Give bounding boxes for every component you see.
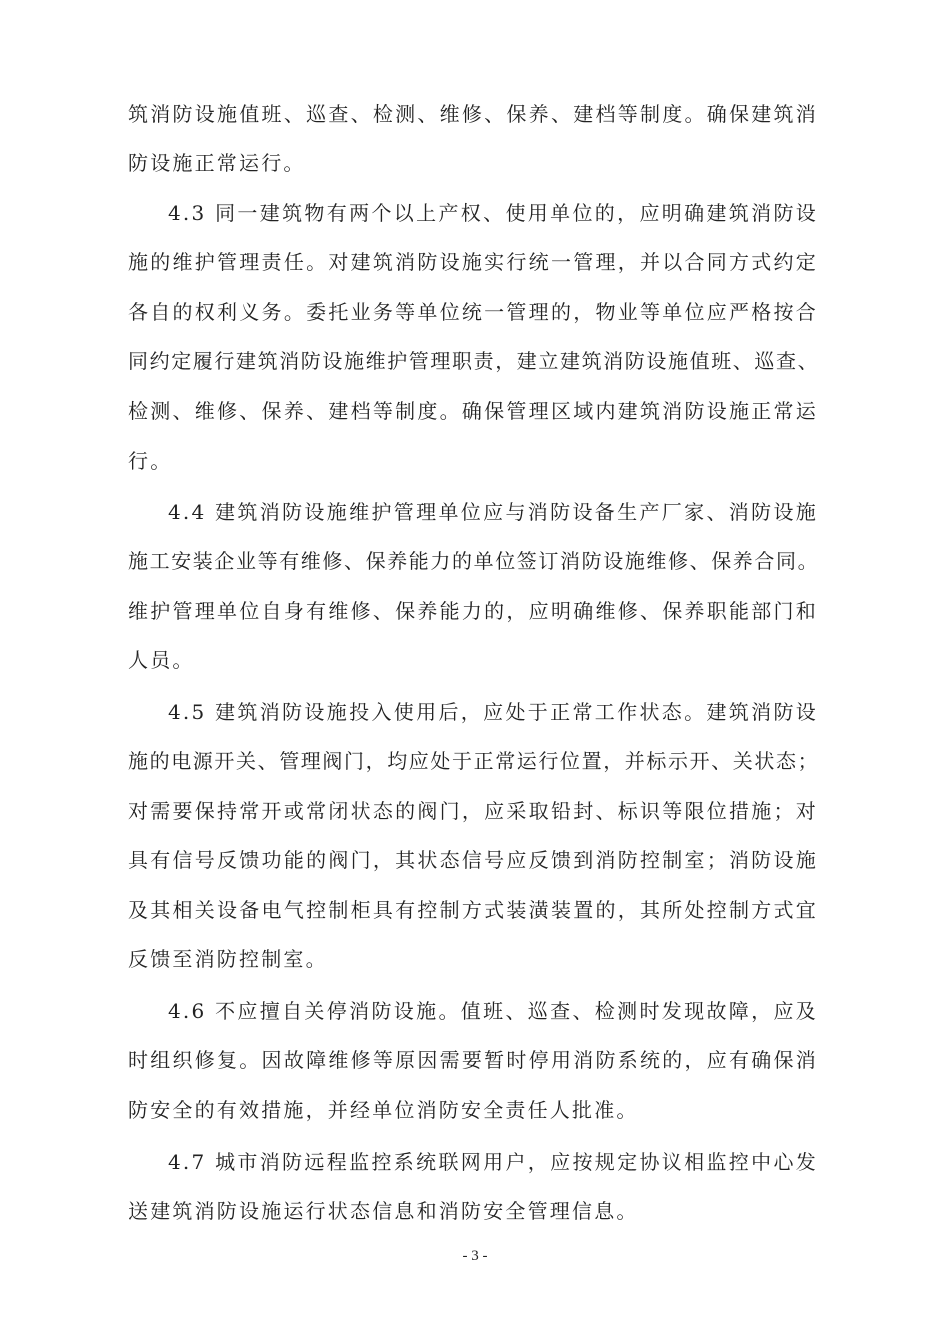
text-line: 人员。 <box>128 648 195 672</box>
clause-4-3-line: 4.3 同一建筑物有两个以上产权、使用单位的，应明确建筑消防设 <box>168 201 818 225</box>
text-line: 维护管理单位自身有维修、保养能力的，应明确维修、保养职能部门和 <box>128 599 818 623</box>
text-line: 同约定履行建筑消防设施维护管理职责，建立建筑消防设施值班、巡查、 <box>128 349 820 373</box>
text-line: 施工安装企业等有维修、保养能力的单位签订消防设施维修、保养合同。 <box>128 549 820 573</box>
text-line: 施的电源开关、管理阀门，均应处于正常运行位置，并标示开、关状态； <box>128 749 820 773</box>
clause-4-4-line: 4.4 建筑消防设施维护管理单位应与消防设备生产厂家、消防设施 <box>168 500 818 524</box>
text-line: 行。 <box>128 449 173 473</box>
text-line: 防设施正常运行。 <box>128 151 306 175</box>
text-line: 及其相关设备电气控制柜具有控制方式装潢装置的，其所处控制方式宜 <box>128 898 818 922</box>
clause-4-5-line: 4.5 建筑消防设施投入使用后，应处于正常工作状态。建筑消防设 <box>168 700 818 724</box>
text-line: 防安全的有效措施，并经单位消防安全责任人批准。 <box>128 1098 639 1122</box>
text-line: 送建筑消防设施运行状态信息和消防安全管理信息。 <box>128 1199 639 1223</box>
text-line: 对需要保持常开或常闭状态的阀门，应采取铅封、标识等限位措施；对 <box>128 799 818 823</box>
text-line: 时组织修复。因故障维修等原因需要暂时停用消防系统的，应有确保消 <box>128 1048 818 1072</box>
text-line: 各自的权利义务。委托业务等单位统一管理的，物业等单位应严格按合 <box>128 300 818 324</box>
text-line: 检测、维修、保养、建档等制度。确保管理区域内建筑消防设施正常运 <box>128 399 818 423</box>
text-line: 筑消防设施值班、巡查、检测、维修、保养、建档等制度。确保建筑消 <box>128 102 818 126</box>
text-line: 具有信号反馈功能的阀门，其状态信号应反馈到消防控制室；消防设施 <box>128 848 818 872</box>
page-number: - 3 - <box>462 1248 488 1264</box>
text-line: 施的维护管理责任。对建筑消防设施实行统一管理，并以合同方式约定 <box>128 250 818 274</box>
clause-4-6-line: 4.6 不应擅自关停消防设施。值班、巡查、检测时发现故障，应及 <box>168 999 818 1023</box>
clause-4-7-line: 4.7 城市消防远程监控系统联网用户，应按规定协议相监控中心发 <box>168 1150 818 1174</box>
text-line: 反馈至消防控制室。 <box>128 947 328 971</box>
